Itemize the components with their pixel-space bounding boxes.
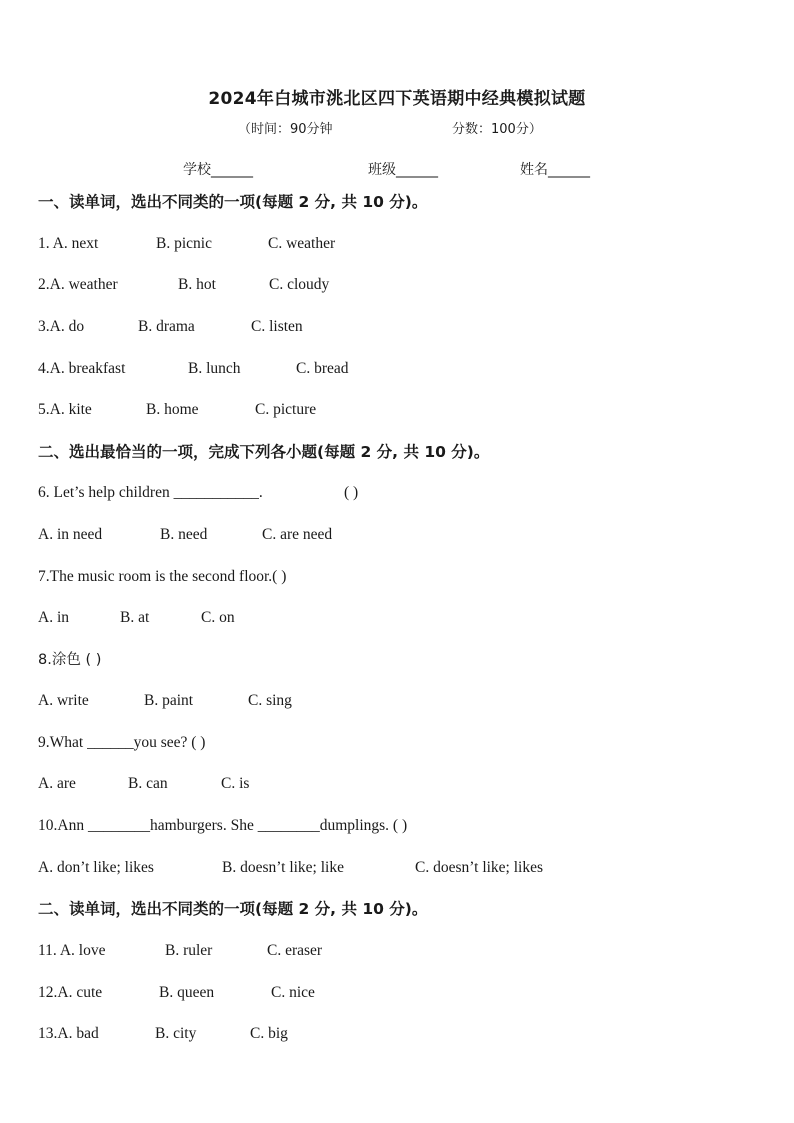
class-field: 班级______: [368, 162, 438, 178]
option-a: 4.A. breakfast: [38, 360, 126, 377]
option-c: C. on: [201, 609, 235, 626]
exam-score: 分数：100分）: [452, 122, 542, 137]
option-b: B. drama: [138, 318, 195, 335]
option-c: C. is: [221, 775, 250, 792]
option-c: C. doesn’t like; likes: [415, 859, 544, 876]
section-3-heading: 二、读单词，选出不同类的一项(每题 2 分, 共 10 分)。: [38, 900, 428, 918]
option-c: C. cloudy: [269, 276, 330, 293]
option-c: C. weather: [268, 235, 336, 252]
answer-paren: ( ): [344, 484, 359, 501]
option-b: B. at: [120, 609, 150, 626]
option-b: B. home: [146, 401, 199, 418]
option-c: C. bread: [296, 360, 349, 377]
option-c: C. sing: [248, 692, 292, 709]
option-a: 3.A. do: [38, 318, 85, 335]
option-b: B. hot: [178, 276, 216, 293]
option-a: A. write: [38, 692, 89, 709]
question-stem: 7.The music room is the second floor.( ): [38, 568, 287, 585]
section-2-heading: 二、选出最恰当的一项，完成下列各小题(每题 2 分, 共 10 分)。: [38, 443, 490, 461]
option-a: A. are: [38, 775, 76, 792]
option-c: C. picture: [255, 401, 317, 418]
option-a: 13.A. bad: [38, 1025, 99, 1042]
option-a: 5.A. kite: [38, 401, 92, 418]
option-c: C. are need: [262, 526, 333, 543]
page-title: 2024年白城市洮北区四下英语期中经典模拟试题: [208, 89, 586, 109]
option-a: 11. A. love: [38, 942, 106, 959]
option-a: A. in need: [38, 526, 103, 543]
option-a: 2.A. weather: [38, 276, 118, 293]
name-field: 姓名______: [520, 162, 590, 178]
option-b: B. can: [128, 775, 168, 792]
option-a: A. in: [38, 609, 69, 626]
option-b: B. need: [160, 526, 208, 543]
option-c: C. listen: [251, 318, 303, 335]
option-a: 1. A. next: [38, 235, 99, 252]
option-b: B. paint: [144, 692, 194, 709]
option-c: C. nice: [271, 984, 315, 1001]
question-stem: 10.Ann ________hamburgers. She ________dumplings. ( ): [38, 817, 408, 834]
option-b: B. lunch: [188, 360, 241, 377]
question-stem: 6. Let’s help children ___________.: [38, 484, 263, 501]
section-1-heading: 一、读单词，选出不同类的一项(每题 2 分, 共 10 分)。: [38, 193, 428, 211]
option-a: 12.A. cute: [38, 984, 103, 1001]
question-stem: 9.What ______you see? ( ): [38, 734, 206, 751]
option-b: B. city: [155, 1025, 197, 1042]
question-stem: 8.涂色 ( ): [38, 652, 102, 668]
option-c: C. eraser: [267, 942, 323, 959]
option-b: B. picnic: [156, 235, 212, 252]
option-b: B. doesn’t like; like: [222, 859, 344, 876]
school-field: 学校______: [183, 162, 253, 178]
exam-time: （时间：90分钟: [238, 122, 333, 137]
option-b: B. ruler: [165, 942, 213, 959]
option-b: B. queen: [159, 984, 215, 1001]
option-a: A. don’t like; likes: [38, 859, 154, 876]
option-c: C. big: [250, 1025, 288, 1042]
